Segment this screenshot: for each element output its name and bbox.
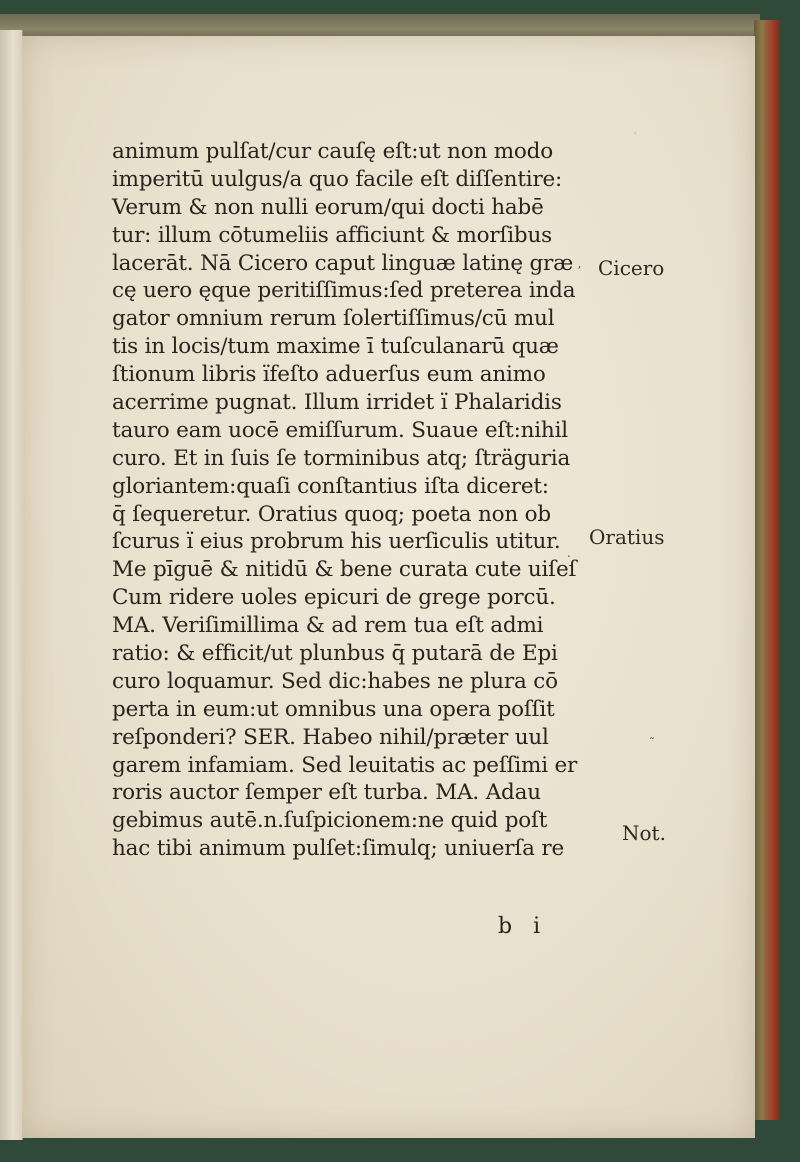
text-line: lacerāt. Nā Cicero caput linguæ latinę græ bbox=[112, 250, 574, 276]
ink-speck: . bbox=[567, 546, 571, 560]
main-text-block bbox=[112, 138, 578, 863]
text-line: curo loquamur. Sed dic:habes ne plura cō bbox=[112, 668, 558, 694]
text-line: ratio: & efficit/ut plunbus q̄ putarā de Epi bbox=[112, 641, 558, 667]
text-line: ſcurus ï eius probrum his uerſiculis utitur. bbox=[112, 529, 561, 555]
left-page-edge bbox=[0, 30, 23, 1140]
ink-speck: ʼ bbox=[577, 264, 581, 278]
text-line: tis in locis/tum maxime ī tuſculanarū quæ bbox=[112, 334, 559, 360]
text-line: garem infamiam. Sed leuitatis ac peſſimi er bbox=[112, 752, 578, 778]
margin-note-oratius: Oratius bbox=[589, 525, 665, 549]
text-line: animum pulſat/cur cauſę eſt:ut non modo bbox=[112, 139, 553, 164]
book-binding bbox=[754, 20, 780, 1120]
margin-note-not: Not. bbox=[622, 821, 666, 845]
book-page bbox=[22, 36, 755, 1138]
text-line: roris auctor ſemper eſt turba. MA. Adau bbox=[112, 780, 541, 806]
text-line: gator omnium rerum ſolertiſſimus/cū mul bbox=[112, 306, 555, 332]
text-line: hac tibi animum pulſet:ſimulq; uniuerſa re bbox=[112, 836, 564, 862]
text-line: perta in eum:ut omnibus una opera poſſit bbox=[112, 696, 555, 722]
text-line: imperitū uulgus/a quo facile eſt diſſentire: bbox=[112, 166, 563, 192]
show-through-text: · bbox=[632, 122, 639, 147]
text-line: q̄ ſequeretur. Oratius quoq; poeta non ob bbox=[112, 501, 551, 527]
text-line: Me pīguē & nitidū & bene curata cute uiſeſ bbox=[112, 557, 577, 583]
text-line: curo. Et in ſuis ſe torminibus atq; ſträguria bbox=[112, 445, 571, 471]
margin-note-cicero: Cicero bbox=[598, 256, 665, 280]
text-line: tur: illum cōtumeliis afficiunt & morſibus bbox=[112, 222, 552, 248]
text-line: Cum ridere uoles epicuri de grege porcū. bbox=[112, 585, 556, 611]
text-line: acerrime pugnat. Illum irridet ï Phalaridis bbox=[112, 390, 562, 416]
text-line: gebimus autē.n.ſuſpicionem:ne quid poſt bbox=[112, 808, 548, 834]
text-line: cę uero ęque peritiſſimus:ſed preterea inda bbox=[112, 278, 576, 304]
text-line: Verum & non nulli eorum/qui docti habē bbox=[112, 194, 544, 220]
text-line: ſtionum libris ïfeſto aduerſus eum animo bbox=[112, 362, 546, 388]
signature-mark: b i bbox=[498, 914, 541, 939]
ink-speck: ˜ bbox=[649, 736, 655, 750]
text-line: tauro eam uocē emiſſurum. Suaue eſt:nihil bbox=[112, 417, 568, 443]
text-line: gloriantem:quaſi conſtantius iſta diceret: bbox=[112, 473, 549, 499]
text-line: MA. Veriſimillima & ad rem tua eſt admi bbox=[112, 613, 544, 639]
text-line: reſponderi? SER. Habeo nihil/præter uul bbox=[112, 724, 549, 750]
